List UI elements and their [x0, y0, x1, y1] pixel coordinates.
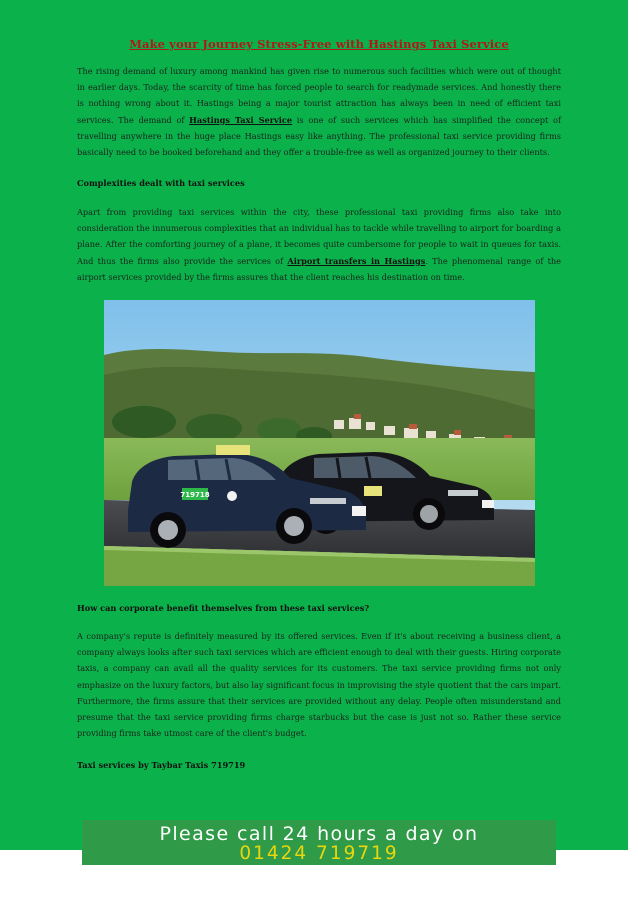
section-heading-corporate: How can corporate benefit themselves from these taxi services?: [77, 603, 370, 613]
call-banner: [82, 820, 556, 865]
section-heading-complexities: Complexities dealt with taxi services: [77, 178, 245, 188]
complexities-text-end: . The phenomenal range of the airport services provided by the firms assures that the client reaches his destination on time.: [77, 255, 562, 282]
front-car-phone-sign: 719718: [180, 491, 210, 499]
airport-transfers-link[interactable]: Airport transfers in Hastings: [287, 255, 426, 266]
taxi-photo: [104, 300, 535, 586]
intro-text-start: The rising demand of luxury among mankind has given rise to numerous such facilities which were out of thought in earlier days. Today, the scarcity of time has forced people to search for readymade services. And honestly there is nothing wrong about it. Hastings being a major tourist attraction has always been in need of efficient taxi services. The demand of: [77, 66, 561, 125]
corporate-paragraph: A company's repute is definitely measured by its offered services. Even if it's about receiving a business client, a company always looks after such taxi services which are efficient enough to deal with their guests. Hiring corporate taxis, a company can avail all the quality services for its customers. The taxi service providing firms not only emphasize on the luxury factors, but also lay significant focus in improvising the style quotient that the cars impart. Furthermore, the firms assure that their services are provided without any delay. People often misunderstand and presume that the taxi service providing firms charge starbucks but the case is just not so. Rather these service providing firms take utmost care of the client's budget.: [77, 631, 561, 739]
page-title: Make your Journey Stress-Free with Hastings Taxi Service: [129, 37, 509, 51]
hastings-taxi-service-link[interactable]: Hastings Taxi Service: [189, 114, 293, 125]
intro-text-end: is one of such services which has simplified the concept of travelling anywhere in the huge place Hastings easy like anything. The professional taxi service providing firms basically need to be booked beforehand and they offer a trouble-free as well as organized journey to their clients.: [77, 114, 561, 158]
banner-phone-number[interactable]: 01424 719719: [239, 843, 399, 864]
complexities-paragraph: [77, 204, 561, 285]
banner-call-text: Please call 24 hours a day on: [159, 823, 479, 845]
intro-paragraph: [77, 63, 561, 160]
complexities-text-start: Apart from providing taxi services within the city, these professional taxi providing firms also take into consideration the innumerous complexities that an individual has to tackle while travelling to airport for boarding a plane. After the comforting journey of a plane, it becomes quite cumbersome for people to wait in queues for taxis. And thus the firms also provide the services of: [77, 207, 561, 266]
section-heading-taybar: Taxi services by Taybar Taxis 719719: [77, 760, 246, 770]
